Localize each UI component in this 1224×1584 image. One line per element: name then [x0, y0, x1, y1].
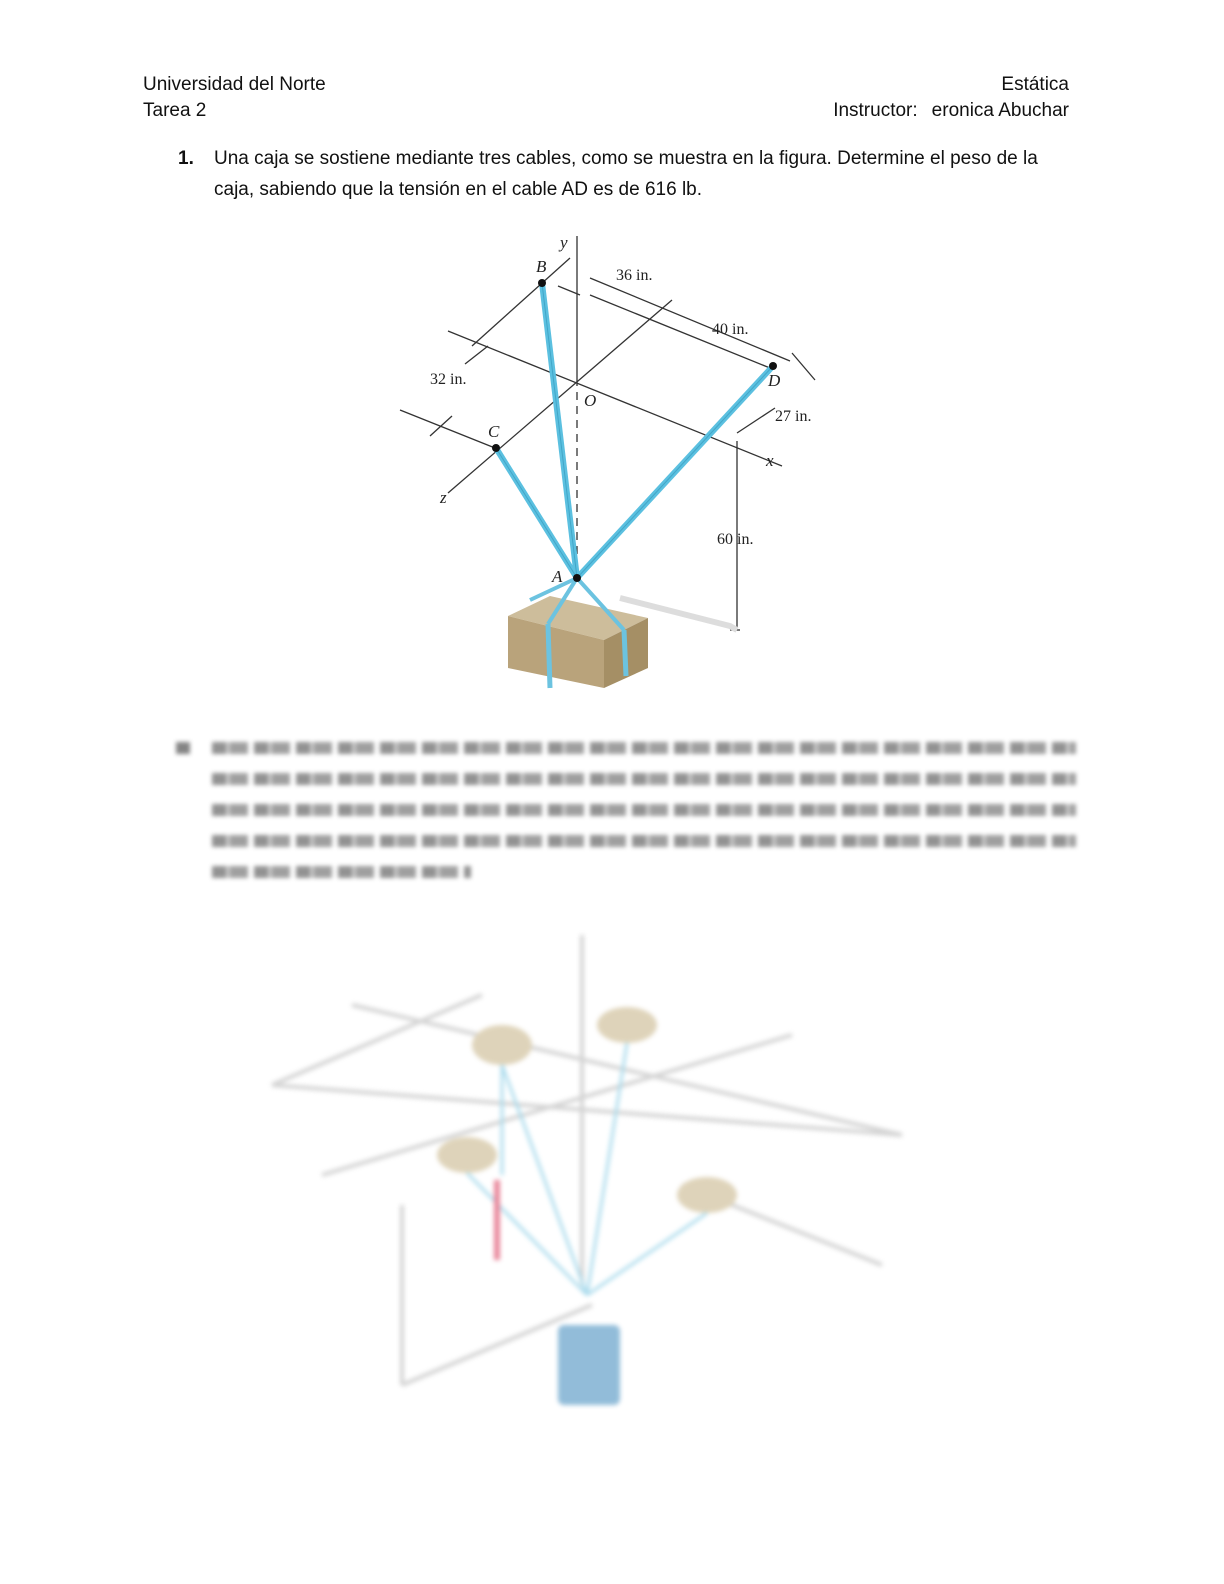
- label-o: O: [584, 391, 597, 410]
- dim-60: 60 in.: [717, 531, 754, 548]
- problem-1: [178, 143, 1058, 205]
- point-c: [492, 444, 500, 452]
- dim-32: 32 in.: [430, 371, 467, 388]
- problem-2-number-blurred: [176, 742, 190, 754]
- cylinder-weight: [558, 1325, 620, 1405]
- label-d: D: [768, 371, 781, 390]
- university-name: Universidad del Norte: [143, 74, 326, 95]
- point-d: [769, 362, 777, 370]
- dim-40: 40 in.: [712, 321, 749, 338]
- figure-1-diagram: [390, 228, 830, 718]
- label-c: C: [488, 422, 500, 441]
- label-b: B: [536, 257, 547, 276]
- problem-number: 1.: [178, 148, 194, 169]
- course-name: Estática: [1001, 74, 1069, 95]
- instructor-label: Instructor:: [833, 100, 918, 121]
- label-y: y: [560, 233, 568, 252]
- dim-27: 27 in.: [775, 408, 812, 425]
- z-axis: [448, 300, 672, 493]
- header-left: [143, 72, 326, 124]
- ref-line-36: [590, 278, 790, 361]
- figure-2-diagram-blurred: [262, 925, 922, 1415]
- problem-2-text-blurred: [176, 742, 1076, 897]
- point-b: [538, 279, 546, 287]
- instructor-name: eronica Abuchar: [931, 100, 1069, 121]
- instructor-line: [833, 98, 1069, 124]
- label-a: A: [552, 567, 563, 586]
- dim-36: 36 in.: [616, 267, 653, 284]
- assignment-title: Tarea 2: [143, 100, 207, 121]
- label-x: x: [766, 451, 774, 470]
- b-line: [472, 258, 570, 346]
- problem-text: Una caja se sostiene mediante tres cables, como se muestra en la figura. Determine el peso de la caja, sabiendo que la tensión en el cable AD es de 616 lb.: [214, 148, 1038, 200]
- c-line: [400, 410, 500, 450]
- point-a: [573, 574, 581, 582]
- header-right: [833, 72, 1069, 124]
- label-z: z: [440, 488, 447, 507]
- crate: [508, 578, 648, 688]
